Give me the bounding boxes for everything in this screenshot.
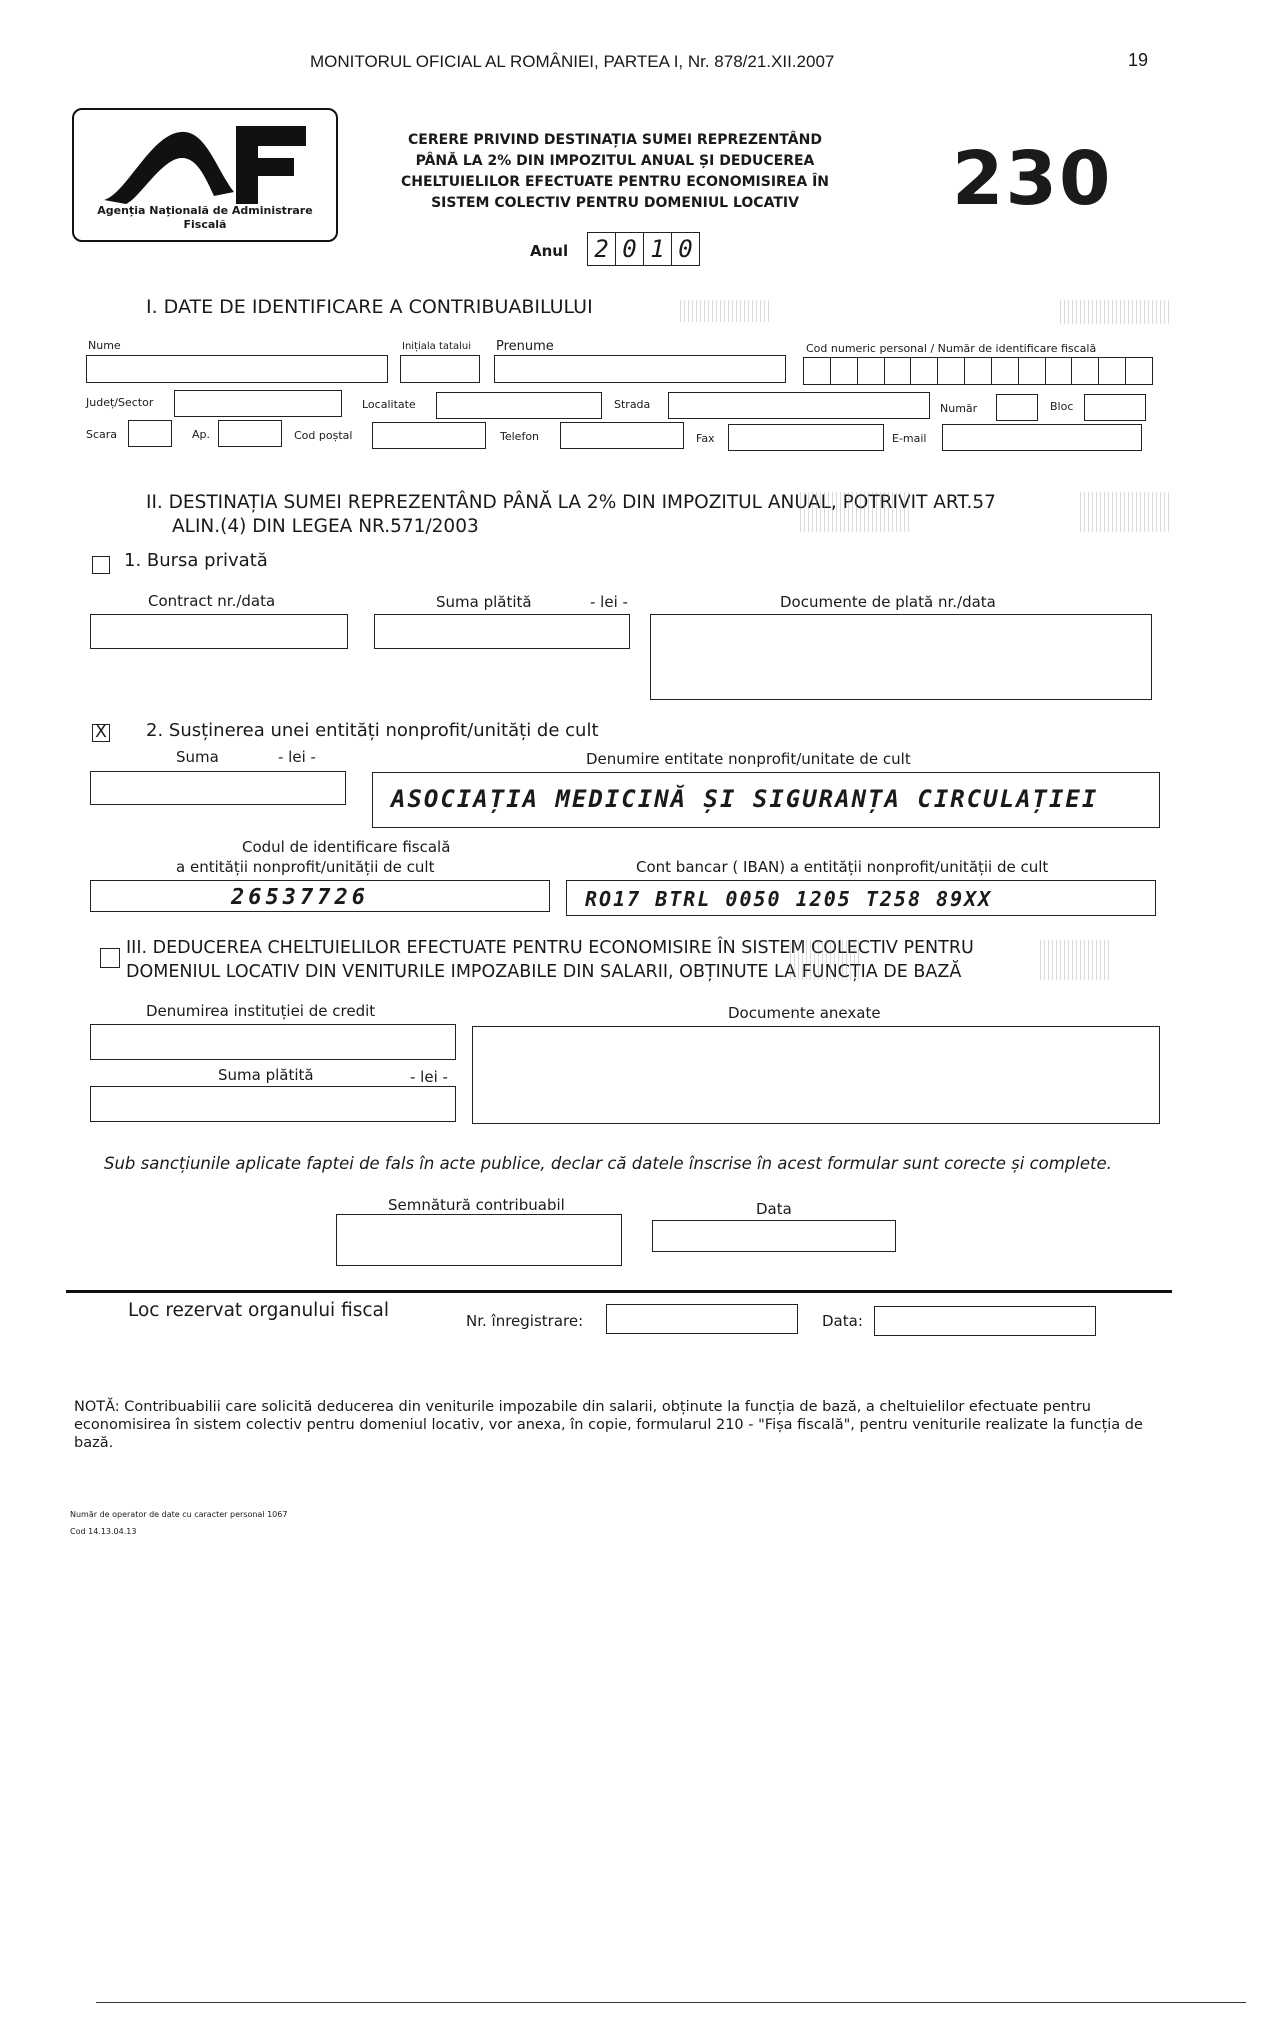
- operator-number: Număr de operator de date cu caracter personal 1067: [70, 1510, 288, 1519]
- data-field[interactable]: [652, 1220, 896, 1252]
- cnp-cell: [885, 358, 912, 384]
- denumire-entitate-label: Denumire entitate nonprofit/unitate de cult: [586, 750, 911, 768]
- strada-label: Strada: [614, 398, 651, 411]
- cif-value: 26537726: [231, 885, 369, 910]
- bottom-rule: [96, 2002, 1246, 2003]
- localitate-field[interactable]: [436, 392, 602, 419]
- cnp-cell: [1046, 358, 1073, 384]
- cnp-cell: [1072, 358, 1099, 384]
- lei-label: - lei -: [410, 1068, 448, 1086]
- denumire-entitate-field[interactable]: [372, 772, 1160, 828]
- denumire-entitate-value: ASOCIAȚIA MEDICINĂ ȘI SIGURANȚA CIRCULAȚIEI: [391, 785, 1099, 813]
- cif-field[interactable]: [90, 880, 550, 912]
- fiscal-title: Loc rezervat organului fiscal: [128, 1300, 390, 1321]
- declaration-text: Sub sancțiunile aplicate faptei de fals în acte publice, declar că datele înscrise în acest formular sunt corecte și complete.: [104, 1154, 1112, 1173]
- cnp-label: Cod numeric personal / Număr de identificare fiscală: [806, 342, 1097, 355]
- fiscal-data-field[interactable]: [874, 1306, 1096, 1336]
- bursa-privata-label: 1. Bursa privată: [124, 550, 268, 571]
- data-label: Data: [756, 1200, 792, 1218]
- cnp-cell: [1099, 358, 1126, 384]
- fiscal-data-label: Data:: [822, 1312, 863, 1330]
- section-2-title-line2: ALIN.(4) DIN LEGEA NR.571/2003: [172, 516, 479, 537]
- scara-label: Scara: [86, 428, 118, 441]
- telefon-label: Telefon: [500, 430, 540, 443]
- cnp-cell: [992, 358, 1019, 384]
- numar-label: Număr: [940, 402, 978, 415]
- initiala-label: Inițiala tatalui: [402, 341, 471, 352]
- agency-name-line1: Agenția Națională de Administrare: [97, 204, 313, 217]
- telefon-field[interactable]: [560, 422, 684, 449]
- suma-platita-3-field[interactable]: [90, 1086, 456, 1122]
- cif-label-line2: a entității nonprofit/unității de cult: [176, 858, 435, 876]
- entitate-nonprofit-checkbox[interactable]: X: [92, 724, 110, 742]
- bloc-field[interactable]: [1084, 394, 1146, 421]
- entitate-nonprofit-label: 2. Susținerea unei entități nonprofit/unități de cult: [146, 720, 599, 741]
- email-field[interactable]: [942, 424, 1142, 451]
- suma-label: Suma: [176, 748, 219, 766]
- bloc-label: Bloc: [1050, 400, 1074, 413]
- scan-noise: [680, 300, 770, 322]
- contract-field[interactable]: [90, 614, 348, 649]
- lei-label: - lei -: [278, 748, 316, 766]
- cnp-cell: [911, 358, 938, 384]
- judet-label: Județ/Sector: [86, 396, 154, 409]
- anaf-logo-icon: [96, 114, 316, 210]
- semnatura-field[interactable]: [336, 1214, 622, 1266]
- cnp-cell: [831, 358, 858, 384]
- suma-platita-label: Suma plătită: [436, 593, 532, 611]
- fax-field[interactable]: [728, 424, 884, 451]
- semnatura-label: Semnătură contribuabil: [388, 1196, 565, 1214]
- iban-field[interactable]: [566, 880, 1156, 916]
- scara-field[interactable]: [128, 420, 172, 447]
- agency-name-line2: Fiscală: [183, 218, 227, 231]
- cnp-cell: [1019, 358, 1046, 384]
- bursa-privata-checkbox[interactable]: [92, 556, 110, 574]
- year-digit: 1: [644, 233, 672, 265]
- form-title-line: CERERE PRIVIND DESTINAȚIA SUMEI REPREZENTÂND: [408, 132, 822, 148]
- form-title: [350, 130, 880, 214]
- cif-label-line1: Codul de identificare fiscală: [242, 838, 451, 856]
- ap-label: Ap.: [192, 428, 211, 441]
- form-title-line: PÂNĂ LA 2% DIN IMPOZITUL ANUAL ȘI DEDUCEREA: [415, 153, 815, 169]
- documente-plata-label: Documente de plată nr./data: [780, 593, 996, 611]
- nume-field[interactable]: [86, 355, 388, 383]
- deducere-checkbox[interactable]: [100, 948, 120, 968]
- ap-field[interactable]: [218, 420, 282, 447]
- cnp-cell: [804, 358, 831, 384]
- initiala-field[interactable]: [400, 355, 480, 383]
- scan-noise: [800, 492, 910, 532]
- prenume-field[interactable]: [494, 355, 786, 383]
- scan-noise: [1060, 300, 1170, 324]
- fiscal-divider: [66, 1290, 1172, 1293]
- form-title-line: SISTEM COLECTIV PENTRU DOMENIUL LOCATIV: [431, 195, 799, 211]
- suma-field[interactable]: [90, 771, 346, 805]
- strada-field[interactable]: [668, 392, 930, 419]
- cnp-cell: [1126, 358, 1152, 384]
- section-3-title-line2: DOMENIUL LOCATIV DIN VENITURILE IMPOZABILE DIN SALARII, OBȚINUTE LA FUNCȚIA DE BAZĂ: [126, 962, 962, 982]
- suma-platita-3-label: Suma plătită: [218, 1066, 314, 1084]
- scan-noise: [1040, 940, 1110, 980]
- prenume-label: Prenume: [496, 339, 554, 354]
- cnp-cell: [858, 358, 885, 384]
- scan-noise: [1080, 492, 1170, 532]
- documente-plata-field[interactable]: [650, 614, 1152, 700]
- anaf-logo: [72, 108, 338, 242]
- iban-label: Cont bancar ( IBAN) a entității nonprofit/unității de cult: [636, 858, 1049, 876]
- localitate-label: Localitate: [362, 398, 416, 411]
- iban-value: RO17 BTRL 0050 1205 T258 89XX: [585, 887, 993, 911]
- year-digit: 0: [678, 235, 693, 263]
- nume-label: Nume: [88, 339, 121, 352]
- page-number: 19: [1128, 50, 1149, 70]
- contract-label: Contract nr./data: [148, 592, 276, 610]
- nr-inregistrare-field[interactable]: [606, 1304, 798, 1334]
- suma-platita-field[interactable]: [374, 614, 630, 649]
- form-number: 230: [952, 136, 1113, 222]
- nota-text: NOTĂ: Contribuabilii care solicită deducerea din veniturile impozabile din salarii, obținute la funcția de bază, a cheltuielilor efectuate pentru economisirea în sistem colectiv pentru domeniul locativ, vor anexa, în copie, formularul 210 - "Fișa fiscală", pentru veniturile realizate la funcția de bază.: [74, 1399, 1143, 1451]
- cnp-cell: [938, 358, 965, 384]
- form-code: Cod 14.13.04.13: [70, 1527, 137, 1536]
- email-label: E-mail: [892, 432, 927, 445]
- gazette-header: MONITORUL OFICIAL AL ROMÂNIEI, PARTEA I, Nr. 878/21.XII.2007: [310, 52, 835, 71]
- numar-field[interactable]: [996, 394, 1038, 421]
- judet-field[interactable]: [174, 390, 342, 417]
- documente-anexate-field[interactable]: [472, 1026, 1160, 1124]
- documente-anexate-label: Documente anexate: [728, 1004, 881, 1022]
- section-2-title-line1: II. DESTINAȚIA SUMEI REPREZENTÂND PÂNĂ LA 2% DIN IMPOZITUL ANUAL, POTRIVIT ART.57: [146, 492, 996, 513]
- fax-label: Fax: [696, 432, 715, 445]
- year-label: Anul: [530, 242, 569, 260]
- nr-inregistrare-label: Nr. înregistrare:: [466, 1312, 584, 1330]
- cod-postal-label: Cod poștal: [294, 429, 353, 442]
- section-3-title-line1: III. DEDUCEREA CHELTUIELILOR EFECTUATE PENTRU ECONOMISIRE ÎN SISTEM COLECTIV PENTRU: [126, 938, 974, 958]
- scan-noise: [790, 940, 860, 980]
- form-title-line: CHELTUIELILOR EFECTUATE PENTRU ECONOMISIREA ÎN: [400, 174, 830, 190]
- cod-postal-field[interactable]: [372, 422, 486, 449]
- year-field[interactable]: [587, 232, 700, 266]
- cnp-field[interactable]: [803, 357, 1153, 385]
- institutie-credit-label: Denumirea instituției de credit: [146, 1002, 376, 1020]
- cnp-cell: [965, 358, 992, 384]
- year-digit: 2: [588, 233, 616, 265]
- lei-label: - lei -: [590, 593, 628, 611]
- year-digit: 0: [616, 233, 644, 265]
- section-1-title: I. DATE DE IDENTIFICARE A CONTRIBUABILULUI: [146, 296, 593, 318]
- institutie-credit-field[interactable]: [90, 1024, 456, 1060]
